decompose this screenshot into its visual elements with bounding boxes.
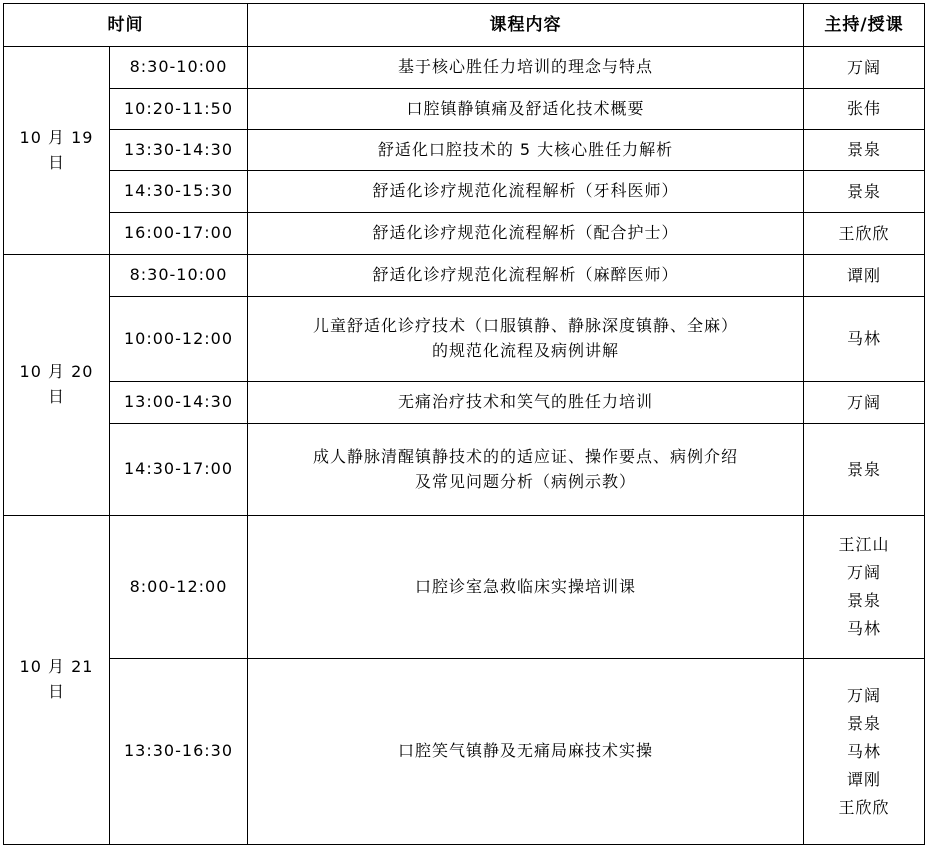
time-cell: 13:30-16:30 xyxy=(110,659,248,845)
host-name: 王江山 xyxy=(838,535,890,554)
host-name: 景泉 xyxy=(846,140,881,159)
course-cell xyxy=(248,171,804,213)
course-cell xyxy=(248,213,804,255)
course-cell xyxy=(248,382,804,424)
host-cell xyxy=(804,659,925,845)
host-name: 马林 xyxy=(846,619,881,638)
schedule-table xyxy=(3,3,925,845)
time-cell: 8:30-10:00 xyxy=(110,255,248,297)
course-cell xyxy=(248,659,804,845)
course-cell xyxy=(248,516,804,659)
course-text: 的规范化流程及病例讲解 xyxy=(431,341,619,360)
course-text: 口腔诊室急救临床实操培训课 xyxy=(414,576,636,596)
host-cell xyxy=(804,382,925,424)
host-name: 马林 xyxy=(846,329,881,348)
host-name: 马林 xyxy=(846,741,881,761)
course-text: 舒适化口腔技术的 5 大核心胜任力解析 xyxy=(377,139,674,159)
time-cell: 13:00-14:30 xyxy=(110,382,248,424)
time-cell: 14:30-15:30 xyxy=(110,171,248,213)
header-host: 主持/授课 xyxy=(804,4,925,47)
host-name: 景泉 xyxy=(846,713,881,733)
time-cell: 8:00-12:00 xyxy=(110,516,248,659)
table-row xyxy=(4,130,925,171)
course-cell xyxy=(248,47,804,89)
date-text: 日 xyxy=(47,152,65,172)
time-cell: 13:30-14:30 xyxy=(110,130,248,171)
host-name: 张伟 xyxy=(846,99,881,118)
table-row xyxy=(4,382,925,424)
host-name: 谭刚 xyxy=(846,769,881,789)
course-cell xyxy=(248,89,804,130)
host-name: 万阔 xyxy=(846,563,881,582)
course-text: 及常见问题分析（病例示教） xyxy=(414,471,636,491)
host-name: 景泉 xyxy=(846,459,881,479)
course-text: 成人静脉清醒镇静技术的的适应证、操作要点、病例介绍 xyxy=(312,446,738,466)
host-cell xyxy=(804,171,925,213)
host-name: 谭刚 xyxy=(846,265,881,285)
course-cell xyxy=(248,255,804,297)
date-cell xyxy=(4,255,110,516)
host-name: 景泉 xyxy=(846,591,881,610)
table-row xyxy=(4,516,925,659)
host-cell xyxy=(804,89,925,130)
course-text: 无痛治疗技术和笑气的胜任力培训 xyxy=(397,392,653,412)
host-cell xyxy=(804,255,925,297)
date-text: 日 xyxy=(47,682,65,701)
course-cell xyxy=(248,130,804,171)
date-cell xyxy=(4,47,110,255)
course-text: 舒适化诊疗规范化流程解析（麻醉医师） xyxy=(372,265,679,285)
host-name: 景泉 xyxy=(846,181,881,201)
course-text: 口腔笑气镇静及无痛局麻技术实操 xyxy=(397,741,653,761)
time-cell: 16:00-17:00 xyxy=(110,213,248,255)
host-cell xyxy=(804,516,925,659)
table-row xyxy=(4,424,925,516)
date-text: 10 月 20 xyxy=(19,362,94,382)
date-text: 日 xyxy=(47,387,65,406)
host-cell xyxy=(804,297,925,382)
date-cell xyxy=(4,516,110,845)
course-text: 儿童舒适化诊疗技术（口服镇静、静脉深度镇静、全麻） xyxy=(312,316,738,336)
host-name: 王欣欣 xyxy=(838,797,890,817)
time-cell: 14:30-17:00 xyxy=(110,424,248,516)
date-text: 10 月 19 xyxy=(19,127,94,147)
date-text: 10 月 21 xyxy=(19,657,94,677)
host-cell xyxy=(804,213,925,255)
host-name: 万阔 xyxy=(846,685,881,705)
course-text: 口腔镇静镇痛及舒适化技术概要 xyxy=(406,98,645,118)
host-name: 王欣欣 xyxy=(838,223,890,243)
table-row xyxy=(4,171,925,213)
header-course: 课程内容 xyxy=(248,4,804,47)
table-row xyxy=(4,659,925,845)
course-text: 基于核心胜任力培训的理念与特点 xyxy=(397,57,653,77)
host-cell xyxy=(804,130,925,171)
time-cell: 10:20-11:50 xyxy=(110,89,248,130)
host-name: 万阔 xyxy=(846,392,881,412)
header-time: 时间 xyxy=(4,4,248,47)
time-cell: 8:30-10:00 xyxy=(110,47,248,89)
header-row xyxy=(4,4,925,47)
course-text: 舒适化诊疗规范化流程解析（牙科医师） xyxy=(372,181,679,201)
course-cell xyxy=(248,297,804,382)
table-row xyxy=(4,213,925,255)
time-cell: 10:00-12:00 xyxy=(110,297,248,382)
host-cell xyxy=(804,47,925,89)
course-cell xyxy=(248,424,804,516)
table-row xyxy=(4,89,925,130)
table-row xyxy=(4,297,925,382)
host-name: 万阔 xyxy=(846,57,881,77)
host-cell xyxy=(804,424,925,516)
course-text: 舒适化诊疗规范化流程解析（配合护士） xyxy=(372,223,679,243)
table-row xyxy=(4,47,925,89)
table-row xyxy=(4,255,925,297)
